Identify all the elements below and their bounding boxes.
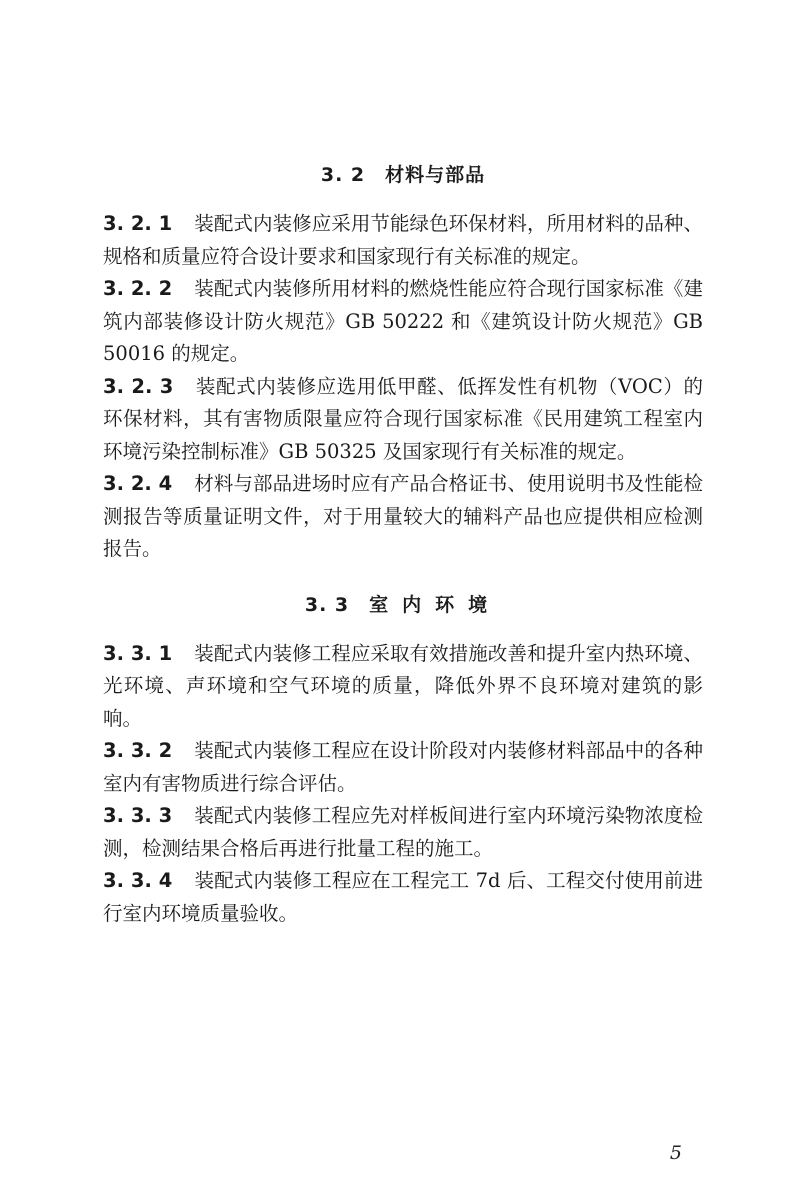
clause-3-2-4 (103, 468, 703, 566)
clause-text: 装配式内装修工程应在工程完工 7d 后、工程交付使用前进行室内环境质量验收。 (103, 869, 703, 925)
document-page (103, 150, 703, 930)
clause-3-3-2 (103, 735, 703, 800)
clause-3-3-3 (103, 800, 703, 865)
clause-3-2-2 (103, 273, 703, 371)
clause-number: 3. 2. 4 (103, 472, 173, 495)
clause-text: 装配式内装修应采用节能绿色环保材料，所用材料的品种、规格和质量应符合设计要求和国家现行有关标准的规定。 (103, 212, 703, 268)
clause-3-3-4 (103, 865, 703, 930)
clause-number: 3. 3. 3 (103, 804, 173, 827)
clause-number: 3. 2. 1 (103, 212, 173, 235)
section-title: 室内环境 (369, 593, 502, 616)
clause-text: 装配式内装修应选用低甲醛、低挥发性有机物（VOC）的环保材料，其有害物质限量应符合现行国家标准《民用建筑工程室内环境污染控制标准》GB 50325 及国家现行有关标准的规定。 (103, 374, 703, 463)
section-number: 3. 3 (304, 593, 350, 616)
clause-3-2-1 (103, 208, 703, 273)
clause-3-3-1 (103, 638, 703, 736)
section-number: 3. 2 (320, 164, 366, 186)
clause-text: 装配式内装修工程应在设计阶段对内装修材料部品中的各种室内有害物质进行综合评估。 (103, 739, 703, 795)
clause-text: 装配式内装修工程应采取有效措施改善和提升室内热环境、光环境、声环境和空气环境的质量，降低外界不良环境对建筑的影响。 (103, 641, 703, 730)
clause-number: 3. 3. 4 (103, 869, 173, 892)
clause-number: 3. 3. 2 (103, 739, 173, 762)
clause-3-2-3 (103, 371, 703, 469)
clause-text: 装配式内装修工程应先对样板间进行室内环境污染物浓度检测，检测结果合格后再进行批量工程的施工。 (103, 804, 703, 860)
section-title: 材料与部品 (385, 164, 486, 186)
clause-text: 材料与部品进场时应有产品合格证书、使用说明书及性能检测报告等质量证明文件，对于用量较大的辅料产品也应提供相应检测报告。 (103, 472, 703, 560)
clause-number: 3. 2. 3 (103, 374, 174, 398)
clause-number: 3. 2. 2 (103, 277, 173, 300)
clause-number: 3. 3. 1 (103, 641, 173, 665)
clause-text: 装配式内装修所用材料的燃烧性能应符合现行国家标准《建筑内部装修设计防火规范》GB 50222 和《建筑设计防火规范》GB 50016 的规定。 (103, 277, 703, 365)
section-heading-3-3 (103, 590, 703, 617)
section-heading-3-2 (103, 160, 703, 187)
page-number: 5 (669, 1142, 682, 1164)
